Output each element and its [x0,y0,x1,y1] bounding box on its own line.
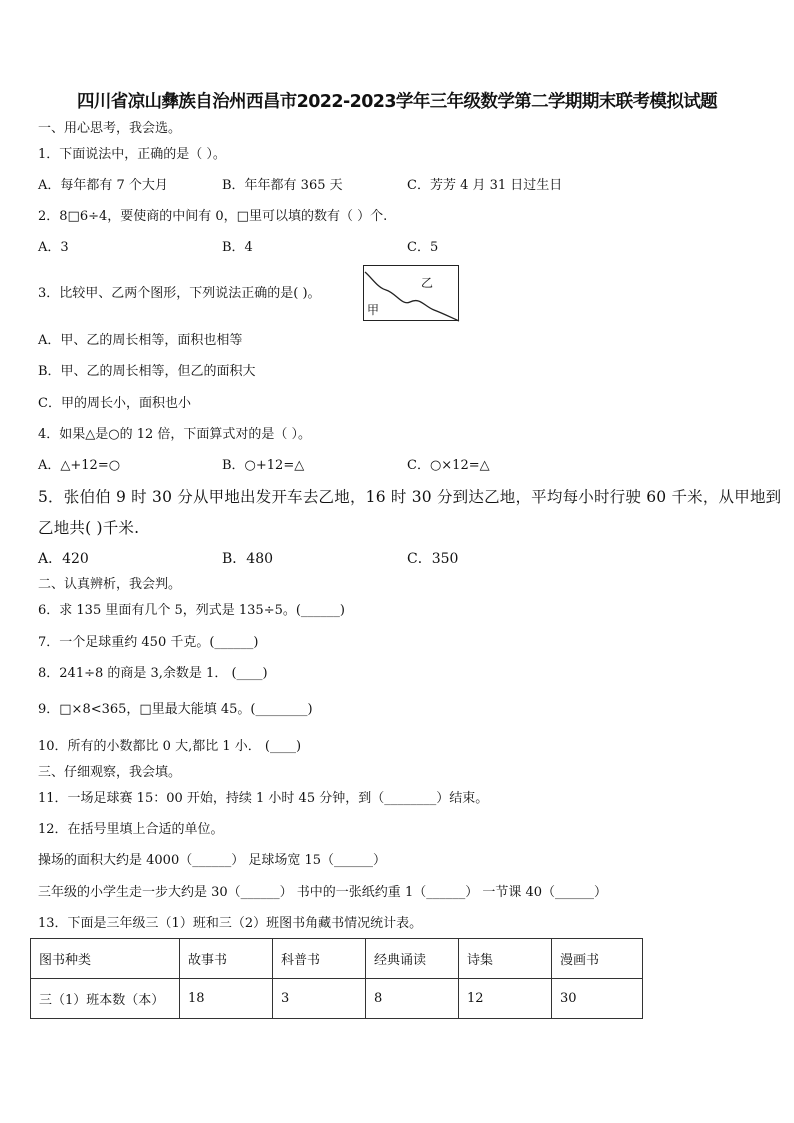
table-header-cell: 诗集 [459,939,552,979]
question-8: 8．241÷8 的商是 3,余数是 1． (____) [38,666,268,681]
question-12-line-1: 操场的面积大约是 4000（______） 足球场宽 15（______） [38,853,387,868]
question-7: 7．一个足球重约 450 千克。(______) [38,635,259,650]
question-2: 2．8□6÷4，要使商的中间有 0，□里可以填的数有（ ）个. [38,209,388,224]
question-4: 4．如果△是○的 12 倍，下面算式对的是（ ）。 [38,427,312,442]
table-header-cell: 故事书 [180,939,273,979]
q5-option-b: B．480 [222,551,274,567]
question-10: 10．所有的小数都比 0 大,都比 1 小． (____) [38,739,302,754]
q3-option-c: C．甲的周长小，面积也小 [38,396,191,411]
section-heading-2: 二、认真辨析，我会判。 [38,577,182,592]
section-heading-3: 三、仔细观察，我会填。 [38,765,182,780]
question-9: 9．□×8<365，□里最大能填 45。(________) [38,702,313,717]
table-header-cell: 科普书 [273,939,366,979]
book-stats-table [30,938,643,1019]
q1-option-a: A．每年都有 7 个大月 [38,178,168,193]
table-cell: 3 [273,979,366,1019]
table-cell: 12 [459,979,552,1019]
table-row [31,979,643,1019]
table-header-cell: 经典诵读 [366,939,459,979]
q4-option-b: B．○+12=△ [222,458,305,473]
shape-jia-label: 甲 [367,303,380,317]
question-6: 6．求 135 里面有几个 5，列式是 135÷5。(______) [38,603,346,618]
q1-option-b: B．年年都有 365 天 [222,178,343,193]
table-cell: 三（1）班本数（本） [31,979,180,1019]
q4-option-a: A．△+12=○ [38,458,121,473]
question-11: 11．一场足球赛 15：00 开始，持续 1 小时 45 分钟，到（________）结束。 [38,791,489,806]
question-12: 12．在括号里填上合适的单位。 [38,822,224,837]
table-cell: 8 [366,979,459,1019]
table-cell: 18 [180,979,273,1019]
q1-option-c: C．芳芳 4 月 31 日过生日 [407,178,563,193]
question-13: 13．下面是三年级三（1）班和三（2）班图书角藏书情况统计表。 [38,916,423,931]
q3-option-b: B．甲、乙的周长相等，但乙的面积大 [38,364,256,379]
shape-yi-label: 乙 [421,276,434,290]
page-title: 四川省凉山彝族自治州西昌市2022-2023学年三年级数学第二学期期末联考模拟试题 [76,92,718,112]
q2-option-b: B．4 [222,240,253,255]
table-header-cell: 漫画书 [552,939,643,979]
question-5-line-2: 乙地共( )千米. [38,519,140,537]
shape-comparison-figure [363,265,459,321]
q3-option-a: A．甲、乙的周长相等，面积也相等 [38,333,243,348]
q5-option-c: C．350 [407,551,459,567]
table-cell: 30 [552,979,643,1019]
section-heading-1: 一、用心思考，我会选。 [38,121,182,136]
q2-option-a: A．3 [38,240,69,255]
question-1: 1．下面说法中，正确的是（ ）。 [38,147,226,162]
question-12-line-2: 三年级的小学生走一步大约是 30（______） 书中的一张纸约重 1（______） 一节课 40（______） [38,885,608,900]
q4-option-c: C．○×12=△ [407,458,490,473]
q5-option-a: A．420 [38,551,89,567]
question-3: 3．比较甲、乙两个图形，下列说法正确的是( )。 [38,286,321,301]
question-5-line-1: 5．张伯伯 9 时 30 分从甲地出发开车去乙地，16 时 30 分到达乙地，平均每小时行驶 60 千米，从甲地到 [38,488,782,506]
q2-option-c: C．5 [407,240,439,255]
table-header-row [31,939,643,979]
table-header-cell: 图书种类 [31,939,180,979]
